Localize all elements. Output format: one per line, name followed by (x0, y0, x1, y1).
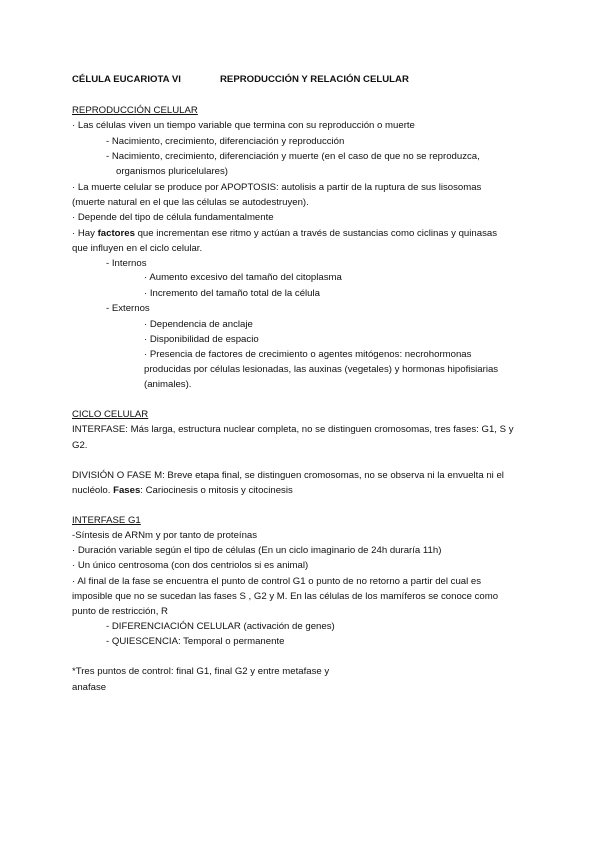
section-title-reproduccion: REPRODUCCIÓN CELULAR (72, 105, 198, 116)
bold-term: factores (97, 228, 135, 239)
paragraph-line: · Duración variable según el tipo de células (En un ciclo imaginario de 24h duraría 11h) (72, 545, 442, 556)
sub-list-item: · Disponibilidad de espacio (144, 334, 259, 345)
paragraph-line: (muerte natural en el que las células se autodestruyen). (72, 197, 309, 208)
paragraph-line: INTERFASE: Más larga, estructura nuclear completa, no se distinguen cromosomas, tres fases: G1, S y (72, 424, 514, 435)
header-title-left: CÉLULA EUCARIOTA VI (72, 74, 181, 85)
paragraph-line (72, 226, 497, 242)
paragraph-line: DIVISIÓN O FASE M: Breve etapa final, se distinguen cromosomas, no se observa ni la envuelta ni el (72, 470, 504, 481)
footnote-continuation: anafase (72, 682, 107, 693)
list-item: - DIFERENCIACIÓN CELULAR (activación de genes) (106, 621, 335, 632)
paragraph-line: -Síntesis de ARNm y por tanto de proteínas (72, 530, 258, 541)
list-item-continuation: organismos pluricelulares) (116, 166, 228, 177)
paragraph-line: · Un único centrosoma (con dos centriolos si es animal) (72, 560, 309, 571)
paragraph-line: · La muerte celular se produce por APOPTOSIS: autolisis a partir de la ruptura de sus lisosomas (72, 182, 482, 193)
paragraph-line: · Las células viven un tiempo variable que termina con su reproducción o muerte (72, 120, 415, 131)
sub-list-item-continuation: producidas por células lesionadas, las auxinas (vegetales) y hormonas hipofisiarias (144, 364, 499, 375)
list-item: - Nacimiento, crecimiento, diferenciación y muerte (en el caso de que no se reproduzca, (106, 151, 480, 162)
paragraph-line: punto de restricción, R (72, 606, 168, 617)
paragraph-line: · Al final de la fase se encuentra el punto de control G1 o punto de no retorno a partir del cual es (72, 576, 482, 587)
paragraph-line: que influyen en el ciclo celular. (72, 243, 203, 254)
section-title-ciclo: CICLO CELULAR (72, 409, 149, 420)
list-item: - Externos (106, 303, 150, 314)
list-item: - QUIESCENCIA: Temporal o permanente (106, 636, 285, 647)
list-item: - Internos (106, 258, 147, 269)
text-run: : Cariocinesis o mitosis y citocinesis (140, 485, 293, 496)
header-title-right: REPRODUCCIÓN Y RELACIÓN CELULAR (220, 74, 409, 85)
paragraph-line: G2. (72, 440, 88, 451)
sub-list-item-continuation: (animales). (144, 379, 192, 390)
section-title-interfase-g1: INTERFASE G1 (72, 515, 141, 526)
sub-list-item: · Aumento excesivo del tamaño del citoplasma (144, 272, 342, 283)
sub-list-item: · Incremento del tamaño total de la célula (144, 288, 320, 299)
sub-list-item: · Presencia de factores de crecimiento o agentes mitógenos: necrohormonas (144, 349, 472, 360)
text-run: que incrementan ese ritmo y actúan a través de sustancias como ciclinas y quinasas (134, 228, 498, 239)
text-run: nucléolo. (72, 485, 114, 496)
list-item: - Nacimiento, crecimiento, diferenciación y reproducción (106, 136, 345, 147)
sub-list-item: · Dependencia de anclaje (144, 319, 253, 330)
paragraph-line: imposible que no se sucedan las fases S , G2 y M. En las células de los mamíferos se conoce como (72, 591, 499, 602)
paragraph-line: · Depende del tipo de célula fundamentalmente (72, 212, 274, 223)
paragraph-line (72, 483, 293, 499)
bold-term: Fases (113, 485, 141, 496)
footnote: *Tres puntos de control: final G1, final G2 y entre metafase y (72, 666, 330, 677)
text-run: · Hay (72, 228, 98, 239)
